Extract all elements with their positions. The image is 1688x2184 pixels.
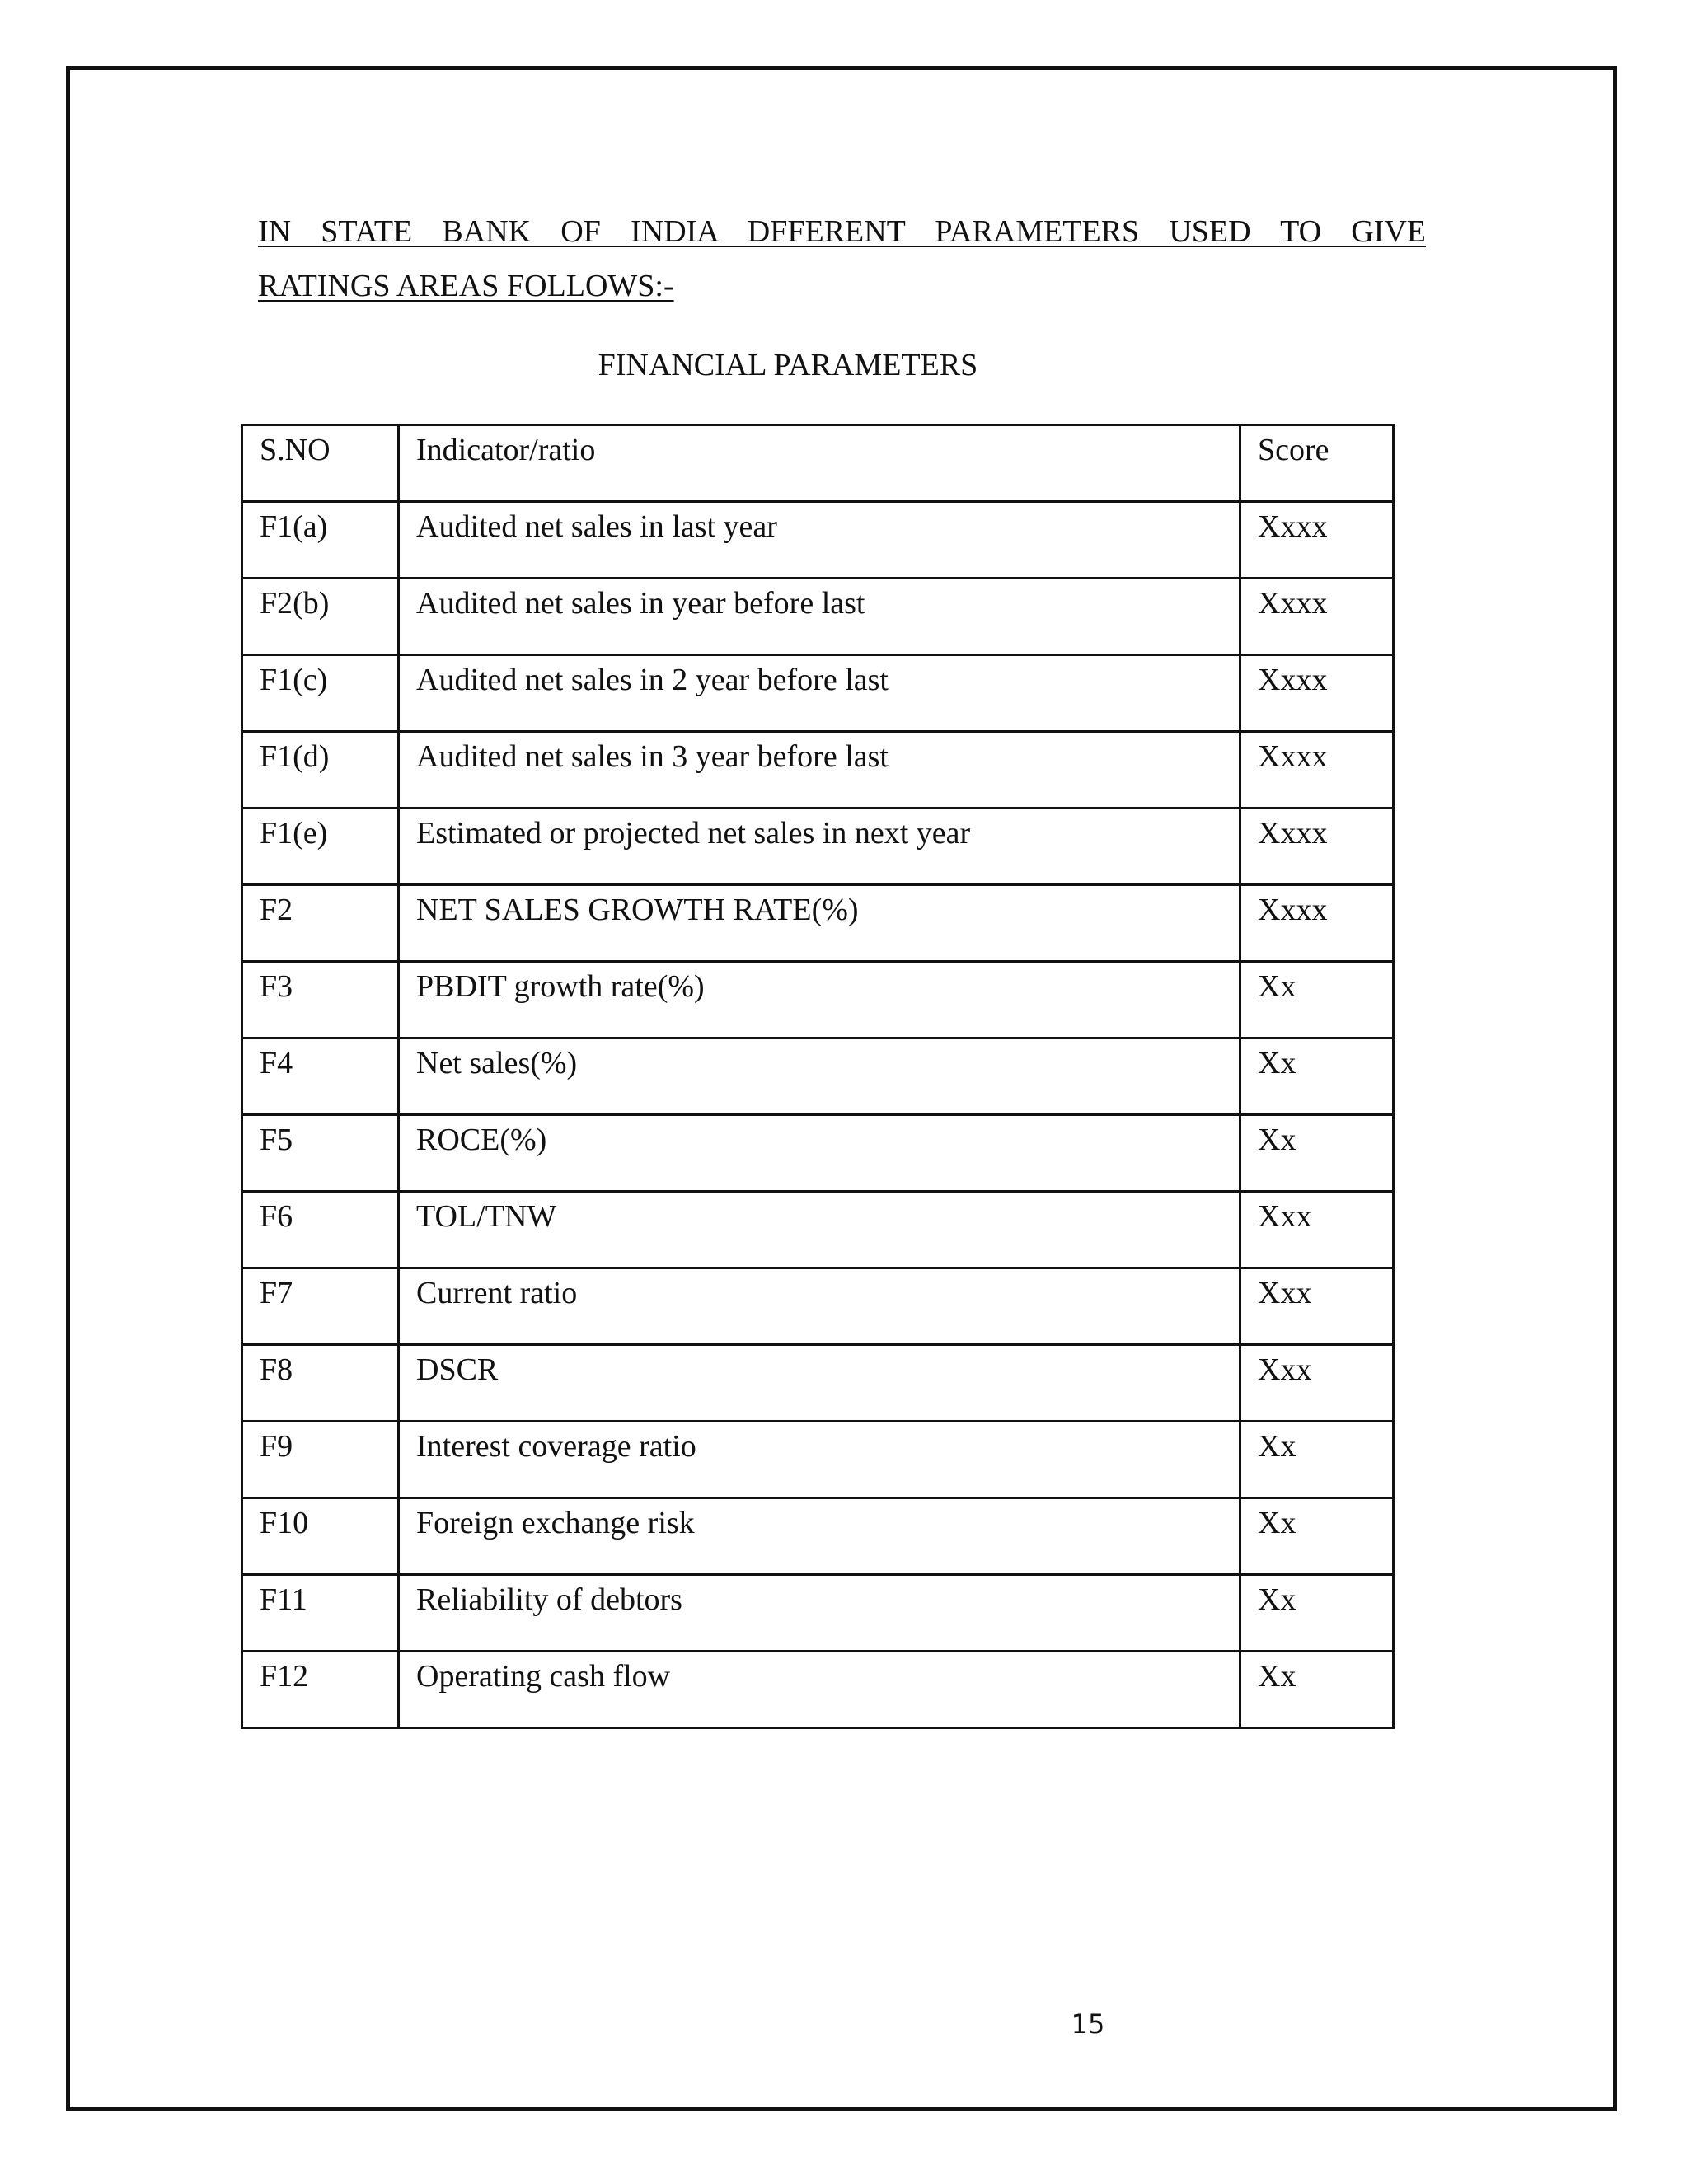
table-row (242, 732, 1394, 808)
cell-score: Xxxx (1240, 885, 1394, 962)
cell-indicator: Operating cash flow (399, 1652, 1240, 1728)
cell-sno: F2(b) (242, 579, 399, 655)
cell-sno: F1(e) (242, 808, 399, 885)
cell-sno: F1(c) (242, 655, 399, 732)
cell-score: Xx (1240, 1575, 1394, 1652)
table-header-row (242, 425, 1394, 502)
table-row (242, 1345, 1394, 1422)
cell-sno: F1(d) (242, 732, 399, 808)
table-body (242, 502, 1394, 1728)
cell-sno: F9 (242, 1422, 399, 1498)
cell-indicator: Net sales(%) (399, 1038, 1240, 1115)
table-row (242, 1575, 1394, 1652)
cell-score: Xxx (1240, 1268, 1394, 1345)
table-row (242, 579, 1394, 655)
cell-score: Xx (1240, 1115, 1394, 1192)
cell-indicator: Audited net sales in 2 year before last (399, 655, 1240, 732)
cell-sno: F5 (242, 1115, 399, 1192)
table-row (242, 808, 1394, 885)
cell-score: Xx (1240, 1498, 1394, 1575)
cell-score: Xxxx (1240, 808, 1394, 885)
cell-sno: F11 (242, 1575, 399, 1652)
cell-indicator: PBDIT growth rate(%) (399, 962, 1240, 1038)
table-row (242, 885, 1394, 962)
table-row (242, 1192, 1394, 1268)
cell-score: Xxx (1240, 1192, 1394, 1268)
cell-sno: F2 (242, 885, 399, 962)
page-number: 15 (1071, 2008, 1105, 2040)
table-row (242, 1268, 1394, 1345)
cell-sno: F10 (242, 1498, 399, 1575)
financial-parameters-table (241, 424, 1395, 1729)
cell-score: Xx (1240, 1422, 1394, 1498)
table-row (242, 1115, 1394, 1192)
table-row (242, 1498, 1394, 1575)
table-row (242, 962, 1394, 1038)
cell-score: Xxxx (1240, 579, 1394, 655)
cell-score: Xxxx (1240, 655, 1394, 732)
cell-indicator: DSCR (399, 1345, 1240, 1422)
cell-score: Xxxx (1240, 732, 1394, 808)
cell-indicator: ROCE(%) (399, 1115, 1240, 1192)
cell-indicator: Foreign exchange risk (399, 1498, 1240, 1575)
cell-score: Xxxx (1240, 502, 1394, 579)
table-row (242, 655, 1394, 732)
header-score: Score (1240, 425, 1394, 502)
page-heading (258, 204, 1426, 313)
cell-indicator: Audited net sales in year before last (399, 579, 1240, 655)
table-row (242, 1038, 1394, 1115)
cell-sno: F6 (242, 1192, 399, 1268)
cell-indicator: Reliability of debtors (399, 1575, 1240, 1652)
cell-score: Xx (1240, 1652, 1394, 1728)
cell-sno: F3 (242, 962, 399, 1038)
table-row (242, 502, 1394, 579)
cell-indicator: Estimated or projected net sales in next year (399, 808, 1240, 885)
cell-score: Xx (1240, 1038, 1394, 1115)
cell-sno: F1(a) (242, 502, 399, 579)
heading-line-1: IN STATE BANK OF INDIA DFFERENT PARAMETERS USED TO GIVE (258, 214, 1426, 249)
cell-indicator: Current ratio (399, 1268, 1240, 1345)
heading-line-2: RATINGS AREAS FOLLOWS:- (258, 269, 674, 303)
cell-indicator: Audited net sales in last year (399, 502, 1240, 579)
table-row (242, 1422, 1394, 1498)
cell-sno: F7 (242, 1268, 399, 1345)
section-title: FINANCIAL PARAMETERS (598, 348, 978, 382)
cell-score: Xx (1240, 962, 1394, 1038)
cell-sno: F12 (242, 1652, 399, 1728)
cell-indicator: Audited net sales in 3 year before last (399, 732, 1240, 808)
cell-sno: F4 (242, 1038, 399, 1115)
cell-indicator: TOL/TNW (399, 1192, 1240, 1268)
cell-indicator: Interest coverage ratio (399, 1422, 1240, 1498)
table-row (242, 1652, 1394, 1728)
cell-indicator: NET SALES GROWTH RATE(%) (399, 885, 1240, 962)
cell-sno: F8 (242, 1345, 399, 1422)
header-sno: S.NO (242, 425, 399, 502)
header-indicator: Indicator/ratio (399, 425, 1240, 502)
cell-score: Xxx (1240, 1345, 1394, 1422)
